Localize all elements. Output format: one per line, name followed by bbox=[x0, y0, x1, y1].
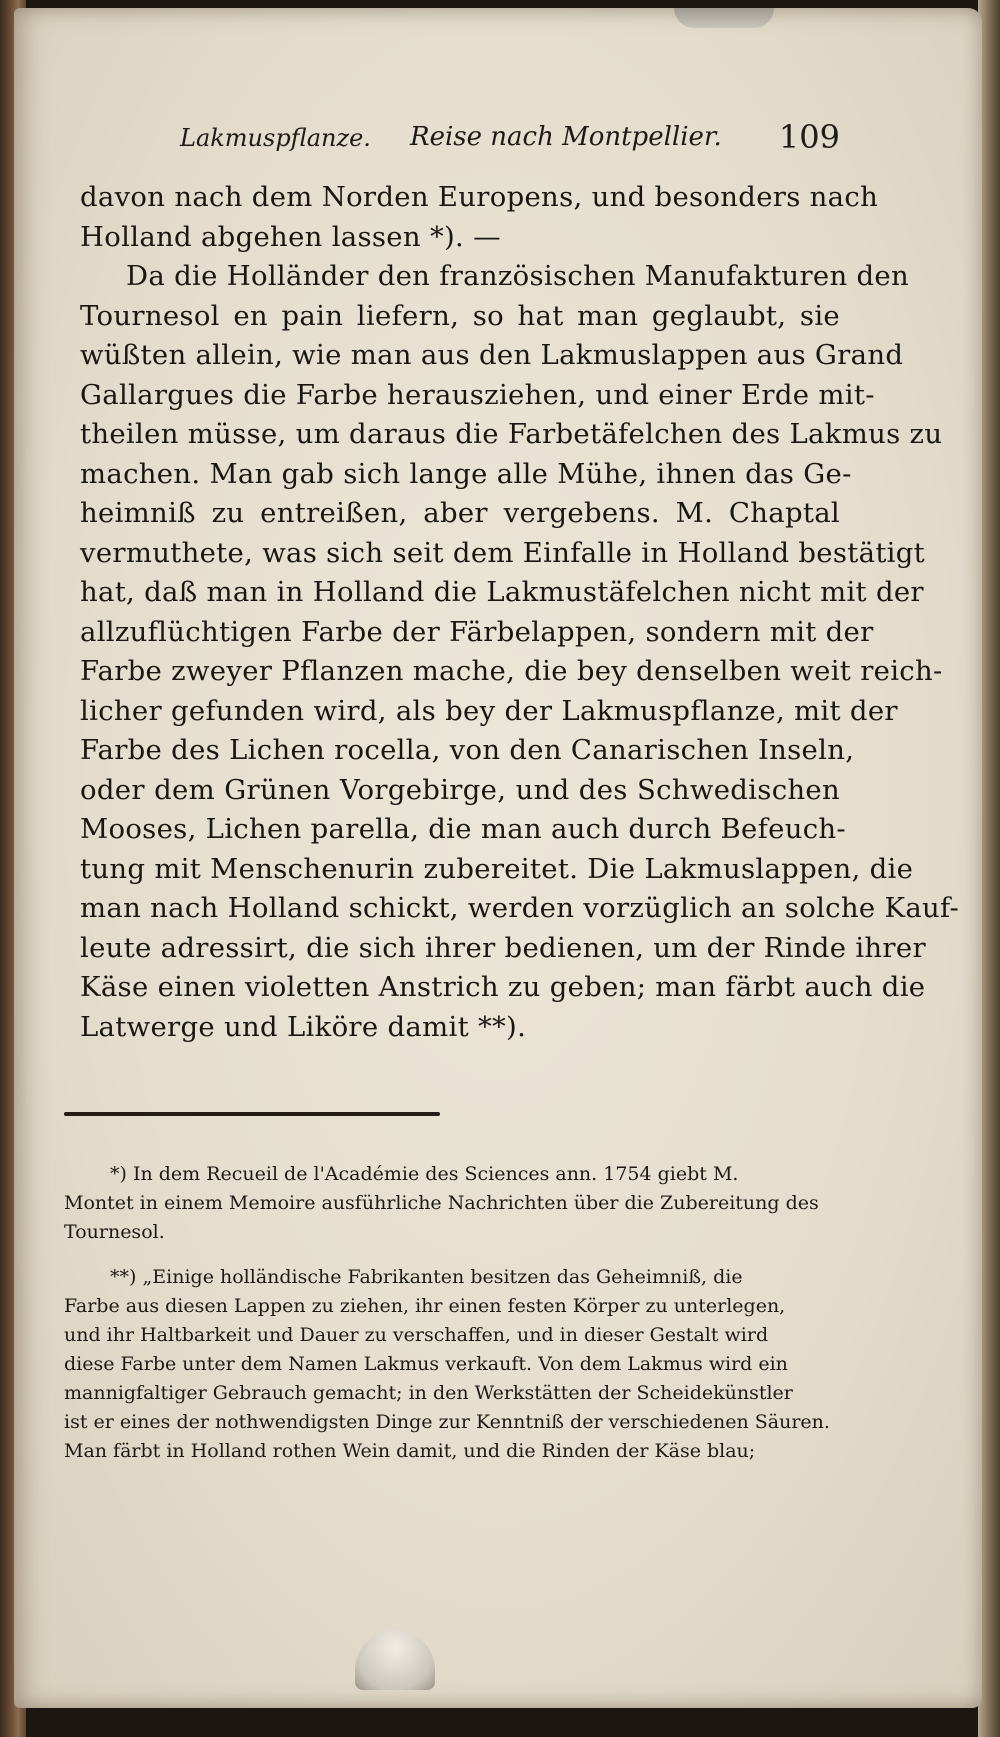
text-line: davon nach dem Norden Europens, und besonders nach bbox=[80, 181, 879, 213]
text-line: heimniß zu entreißen, aber vergebens. M. Chaptal bbox=[80, 497, 840, 529]
text-line: Farbe des Lichen rocella, von den Canarischen Inseln, bbox=[80, 734, 855, 766]
running-header bbox=[180, 118, 840, 158]
footnote-line: diese Farbe unter dem Namen Lakmus verkauft. Von dem Lakmus wird ein bbox=[64, 1353, 788, 1375]
footnote-line: Montet in einem Memoire ausführliche Nachrichten über die Zubereitung des bbox=[64, 1192, 819, 1214]
text-line: oder dem Grünen Vorgebirge, und des Schwedischen bbox=[80, 773, 840, 806]
footnotes bbox=[64, 1160, 830, 1466]
text-line: machen. Man gab sich lange alle Mühe, ihnen das Ge- bbox=[80, 457, 852, 490]
text-line: Da die Holländer den französischen Manufakturen den bbox=[126, 260, 910, 292]
footnote-line: **) „Einige holländische Fabrikanten besitzen das Geheimniß, die bbox=[110, 1266, 743, 1288]
page-number: 109 bbox=[778, 118, 840, 156]
text-line: Farbe zweyer Pflanzen mache, die bey denselben weit reich- bbox=[80, 655, 943, 687]
page-tab-top bbox=[674, 8, 774, 28]
footnote-1 bbox=[64, 1160, 824, 1247]
running-title-center: Reise nach Montpellier. bbox=[410, 122, 722, 152]
main-text bbox=[80, 178, 960, 1047]
text-line: Latwerge und Liköre damit **). bbox=[80, 1010, 527, 1043]
running-title-left: Lakmuspflanze. bbox=[180, 124, 371, 152]
footnote-line: ist er eines der nothwendigsten Dinge zur Kenntniß der verschiedenen Säuren. bbox=[64, 1411, 830, 1433]
text-line: Gallargues die Farbe herausziehen, und einer Erde mit- bbox=[80, 378, 875, 411]
footnote-line: *) In dem Recueil de l'Académie des Sciences ann. 1754 giebt M. bbox=[110, 1163, 739, 1185]
footnote-line: Tournesol. bbox=[64, 1221, 165, 1243]
text-line: man nach Holland schickt, werden vorzüglich an solche Kauf- bbox=[80, 892, 960, 924]
text-line: Holland abgehen lassen *). — bbox=[80, 220, 501, 253]
text-line: vermuthete, was sich seit dem Einfalle in Holland bestätigt bbox=[80, 536, 926, 569]
text-line: Mooses, Lichen parella, die man auch durch Befeuch- bbox=[80, 813, 847, 845]
footnote-line: Farbe aus diesen Lappen zu ziehen, ihr einen festen Körper zu unterlegen, bbox=[64, 1295, 786, 1317]
text-line: hat, daß man in Holland die Lakmustäfelchen nicht mit der bbox=[80, 576, 924, 608]
text-line: licher gefunden wird, als bey der Lakmuspflanze, mit der bbox=[80, 694, 898, 727]
text-line: leute adressirt, die sich ihrer bedienen, um der Rinde ihrer bbox=[80, 931, 926, 964]
text-line: theilen müsse, um daraus die Farbetäfelchen des Lakmus zu bbox=[80, 418, 943, 450]
text-line: tung mit Menschenurin zubereitet. Die Lakmuslappen, die bbox=[80, 852, 914, 885]
text-line: Tournesol en pain liefern, so hat man geglaubt, sie bbox=[80, 299, 840, 332]
footnote-line: und ihr Haltbarkeit und Dauer zu verschaffen, und in dieser Gestalt wird bbox=[64, 1324, 769, 1346]
text-line: wüßten allein, wie man aus den Lakmuslappen aus Grand bbox=[80, 339, 904, 371]
footnote-line: Man färbt in Holland rothen Wein damit, und die Rinden der Käse blau; bbox=[64, 1440, 756, 1462]
footnote-separator-rule bbox=[64, 1112, 440, 1116]
text-line: Käse einen violetten Anstrich zu geben; man färbt auch die bbox=[80, 971, 926, 1003]
text-line: allzuflüchtigen Farbe der Färbelappen, sondern mit der bbox=[80, 615, 874, 648]
footnote-2 bbox=[64, 1263, 830, 1466]
footnote-line: mannigfaltiger Gebrauch gemacht; in den Werkstätten der Scheidekünstler bbox=[64, 1382, 793, 1404]
